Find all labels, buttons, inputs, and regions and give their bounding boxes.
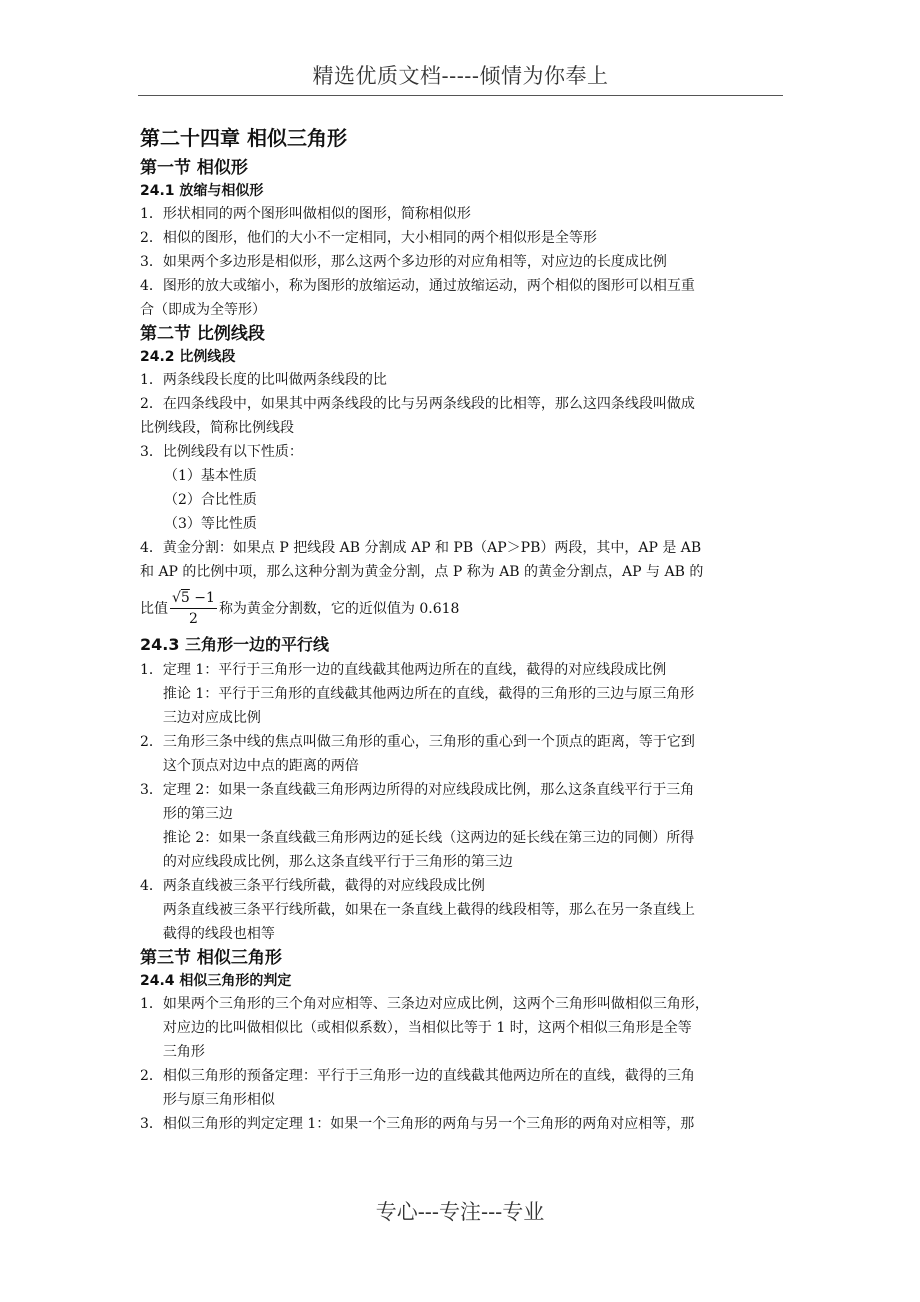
list-item: 2．在四条线段中，如果其中两条线段的比与另两条线段的比相等，那么这四条线段叫做成 [140, 396, 695, 412]
page-header: 精选优质文档-----倾情为你奉上 [312, 64, 609, 88]
list-item: 2． 三角形三条中线的焦点叫做三角形的重心，三角形的重心到一个顶点的距离，等于它到 这个顶点对边中点的距离的两倍 [140, 734, 695, 774]
property-item: （1）基本性质 [164, 468, 257, 484]
page-footer: 专心---专注---专业 [375, 1200, 545, 1224]
section-title-2: 第二节 比例线段 [140, 324, 265, 344]
list-item: 3． 相似三角形的判定定理 1：如果一个三角形的两角与另一个三角形的两角对应相等，那 [140, 1116, 695, 1132]
property-item: （3）等比性质 [164, 516, 257, 532]
list-item-continuation: 和 AP 的比例中项，那么这种分割为黄金分割，点 P 称为 AB 的黄金分割点，AP 与 AB 的 [140, 564, 704, 580]
list-item: 1． 定理 1：平行于三角形一边的直线截其他两边所在的直线，截得的对应线段成比例 推论 1：平行于三角形的直线截其他两边所在的直线，截得的三角形的三边与原三角形 三边对应成比例 [140, 662, 695, 726]
document-body [140, 120, 785, 1136]
subsection-24-3: 24.3 三角形一边的平行线 [140, 635, 330, 654]
header-divider [138, 95, 783, 96]
subsection-24-1: 24.1 放缩与相似形 [140, 183, 264, 199]
chapter-title: 第二十四章 相似三角形 [140, 126, 347, 150]
subsection-24-4: 24.4 相似三角形的判定 [140, 973, 292, 989]
list-item: 2． 相似的图形，他们的大小不一定相同，大小相同的两个相似形是全等形 [140, 230, 597, 246]
section-title-1: 第一节 相似形 [140, 158, 248, 178]
property-item: （2）合比性质 [164, 492, 257, 508]
list-item-continuation: 比例线段，简称比例线段 [140, 420, 294, 436]
section-title-3: 第三节 相似三角形 [140, 948, 282, 968]
golden-ratio-line [140, 584, 785, 632]
golden-ratio-suffix: 称为黄金分割数，它的近似值为 0.618 [218, 601, 460, 617]
list-item: 1． 如果两个三角形的三个角对应相等、三条边对应成比例，这两个三角形叫做相似三角形， 对应边的比叫做相似比（或相似系数），当相似比等于 1 时，这两个相似三角形是全等 三角形 [140, 996, 709, 1060]
fraction-numerator: √5 −1 [170, 588, 217, 609]
subsection-24-2: 24.2 比例线段 [140, 349, 236, 365]
list-item: 4． 图形的放大或缩小，称为图形的放缩运动，通过放缩运动，两个相似的图形可以相互重 [140, 278, 695, 294]
list-item: 3． 定理 2：如果一条直线截三角形两边所得的对应线段成比例，那么这条直线平行于三角 形的第三边 推论 2：如果一条直线截三角形两边的延长线（这两边的延长线在第三边的同侧）所得 的对应线段成比例，那么这条直线平行于三角形的第三边 [140, 782, 695, 870]
list-item: 1． 形状相同的两个图形叫做相似的图形，简称相似形 [140, 206, 471, 222]
fraction-denominator: 2 [189, 610, 198, 627]
list-item: 4．黄金分割：如果点 P 把线段 AB 分割成 AP 和 PB（AP＞PB）两段，其中，AP 是 AB [140, 540, 702, 556]
golden-ratio-fraction [170, 588, 217, 629]
golden-ratio-prefix: 比值 [140, 601, 168, 617]
list-item-continuation: 合（即成为全等形） [140, 302, 266, 318]
list-item: 2． 相似三角形的预备定理：平行于三角形一边的直线截其他两边所在的直线，截得的三角 形与原三角形相似 [140, 1068, 695, 1108]
list-item: 1．两条线段长度的比叫做两条线段的比 [140, 372, 387, 388]
list-item: 4． 两条直线被三条平行线所截，截得的对应线段成比例 两条直线被三条平行线所截，如果在一条直线上截得的线段相等，那么在另一条直线上 截得的线段也相等 [140, 878, 695, 942]
list-item: 3．比例线段有以下性质： [140, 444, 303, 460]
list-item: 3． 如果两个多边形是相似形，那么这两个多边形的对应角相等，对应边的长度成比例 [140, 254, 667, 270]
